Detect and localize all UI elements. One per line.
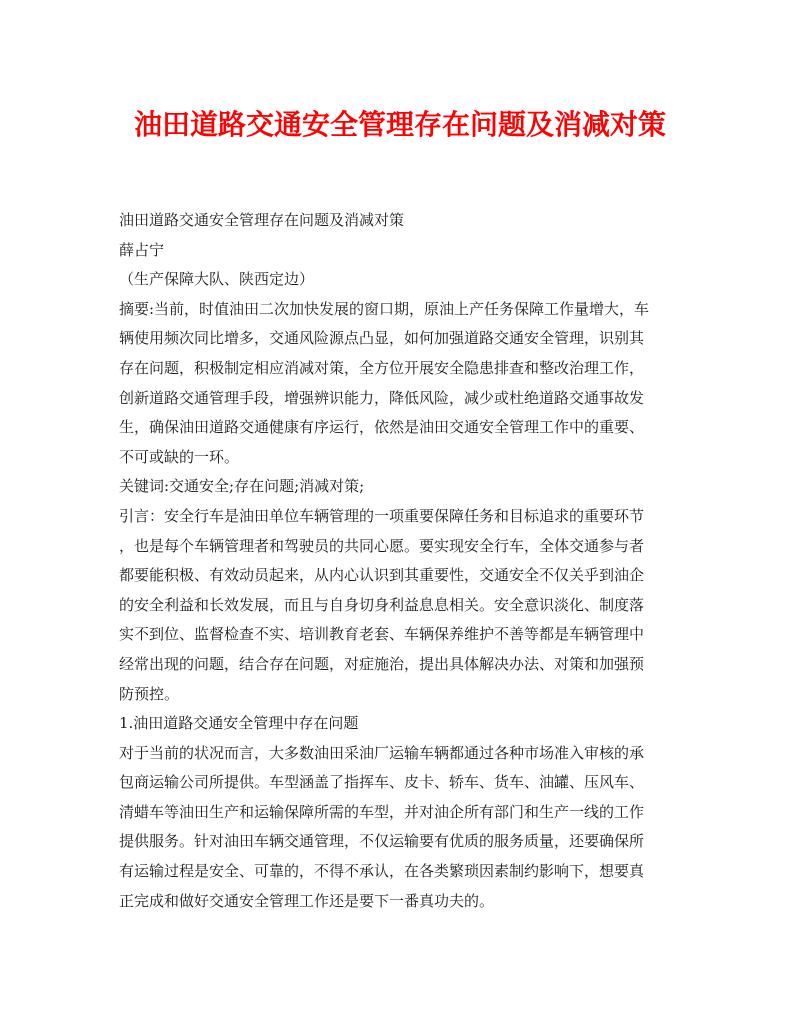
abstract-line: 存在问题，积极制定相应消减对策，全方位开展安全隐患排查和整改治理工作， <box>119 358 645 377</box>
abstract-line: 辆使用频次同比增多，交通风险源点凸显，如何加强道路交通安全管理，识别其 <box>119 329 645 348</box>
affiliation-line: （生产保障大队、陕西定边） <box>119 270 315 289</box>
document-title: 油田道路交通安全管理存在问题及消减对策 <box>133 108 666 141</box>
section-body-line: 提供服务。针对油田车辆交通管理，不仅运输要有优质的服务质量，还要确保所 <box>119 832 645 851</box>
abstract-line: 生，确保油田道路交通健康有序运行，依然是油田交通安全管理工作中的重要、 <box>119 418 645 437</box>
abstract-line: 摘要:当前，时值油田二次加快发展的窗口期，原油上产任务保障工作量增大，车 <box>119 299 650 318</box>
section-heading: 1.油田道路交通安全管理中存在问题 <box>119 714 359 733</box>
intro-line: 经常出现的问题，结合存在问题，对症施治，提出具体解决办法、对策和加强预 <box>119 654 645 673</box>
intro-line: ，也是每个车辆管理者和驾驶员的共同心愿。要实现安全行车，全体交通参与者 <box>119 536 645 555</box>
intro-line: 引言：安全行车是油田单位车辆管理的一项重要保障任务和目标追求的重要环节 <box>119 506 645 525</box>
section-body-line: 包商运输公司所提供。车型涵盖了指挥车、皮卡、轿车、货车、油罐、压风车、 <box>119 773 645 792</box>
intro-line: 实不到位、监督检查不实、培训教育老套、车辆保养维护不善等都是车辆管理中 <box>119 625 645 644</box>
abstract-line: 不可或缺的一环。 <box>119 447 240 466</box>
keywords-line: 关键词:交通安全;存在问题;消减对策; <box>119 477 365 496</box>
section-body-line: 对于当前的状况而言，大多数油田采油厂运输车辆都通过各种市场准入审核的承 <box>119 743 645 762</box>
author-line: 薛占宁 <box>119 240 165 259</box>
section-body-line: 正完成和做好交通安全管理工作还是要下一番真功夫的。 <box>119 891 495 910</box>
subtitle-line: 油田道路交通安全管理存在问题及消减对策 <box>119 211 405 229</box>
intro-line: 的安全利益和长效发展，而且与自身切身利益息息相关。安全意识淡化、制度落 <box>119 595 645 614</box>
section-body-line: 清蜡车等油田生产和运输保障所需的车型，并对油企所有部门和生产一线的工作 <box>119 802 645 821</box>
abstract-line: 创新道路交通管理手段，增强辨识能力，降低风险，减少或杜绝道路交通事故发 <box>119 388 645 407</box>
intro-line: 防预控。 <box>119 684 180 703</box>
section-body-line: 有运输过程是安全、可靠的，不得不承认，在各类繁琐因素制约影响下，想要真 <box>119 862 645 881</box>
intro-line: 都要能积极、有效动员起来，从内心认识到其重要性，交通安全不仅关乎到油企 <box>119 566 645 585</box>
document-body <box>119 206 693 916</box>
